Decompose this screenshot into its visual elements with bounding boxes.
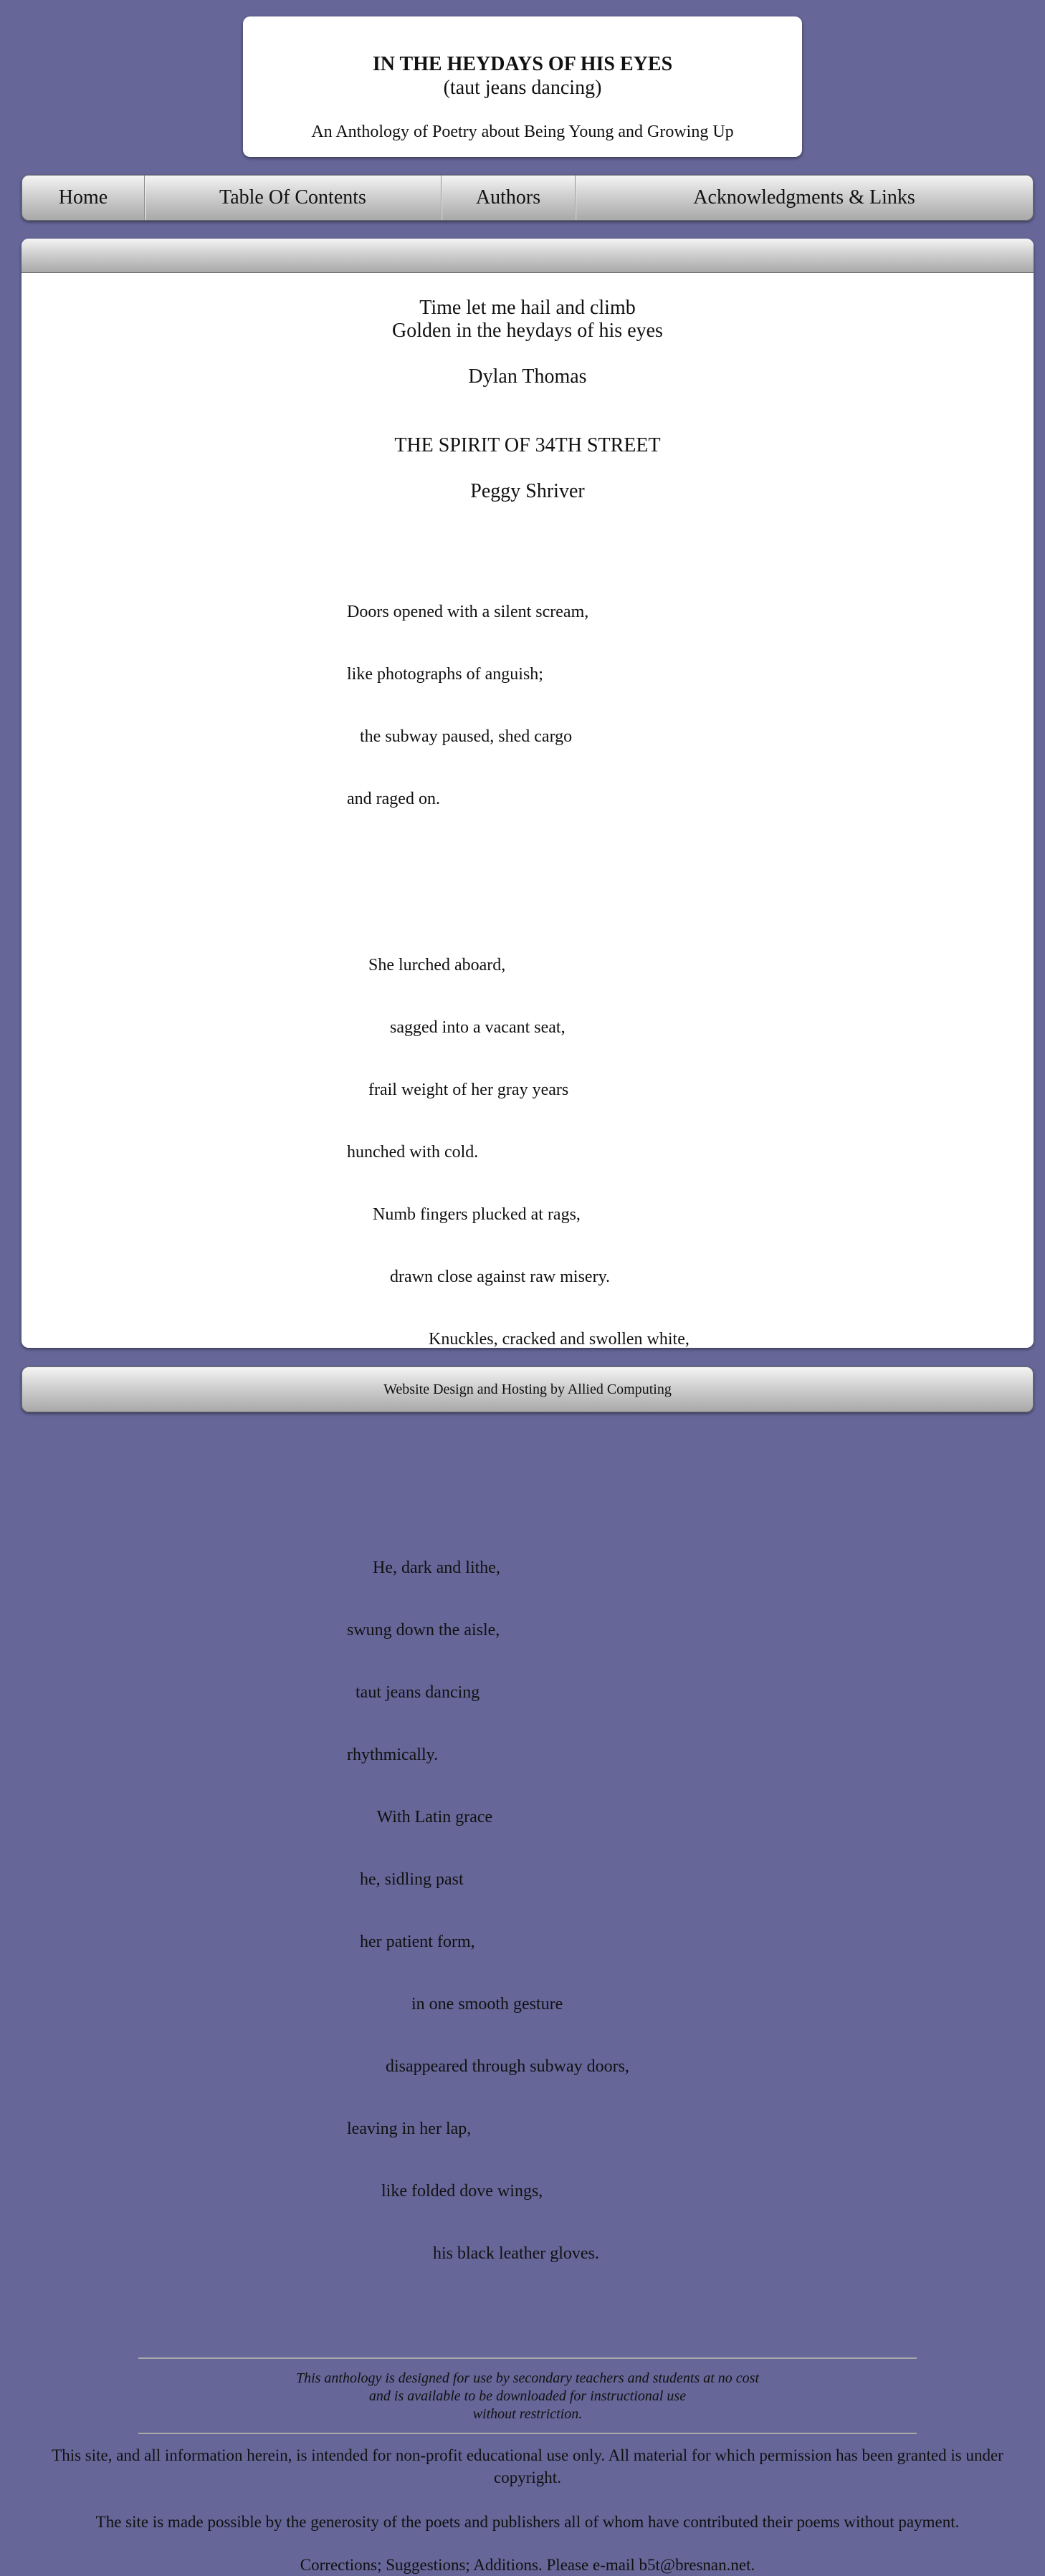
poem-line: leaving in her lap, xyxy=(347,2120,472,2138)
poem-line: rhythmically. xyxy=(347,1746,439,1764)
nav-table-of-contents-link[interactable]: Table Of Contents xyxy=(145,176,442,220)
poem-line: Doors opened with a silent scream, xyxy=(347,603,589,621)
credit-bar xyxy=(22,1366,1034,1412)
usage-notice-line: without restriction. xyxy=(472,2406,583,2422)
poem-line: like photographs of anguish; xyxy=(347,665,543,684)
poem-line: He, dark and lithe, xyxy=(347,1558,500,1577)
poem-line: disappeared through subway doors, xyxy=(347,2057,629,2076)
epigraph-line: Golden in the heydays of his eyes xyxy=(392,320,663,342)
poem-line: he, sidling past xyxy=(347,1870,464,1889)
poem-line: her patient form, xyxy=(347,1933,475,1951)
poem-body xyxy=(347,519,1034,2347)
site-tagline: An Anthology of Poetry about Being Young and Growing Up xyxy=(311,123,734,141)
epigraph-line: Time let me hail and climb xyxy=(419,297,636,319)
divider xyxy=(138,2433,917,2434)
poem-line: and raged on. xyxy=(347,790,440,808)
credit-text: Website Design and Hosting by Allied Computing xyxy=(383,1381,672,1397)
epigraph-author: Dylan Thomas xyxy=(468,365,587,388)
poem-line: With Latin grace xyxy=(347,1808,493,1826)
site-subtitle: (taut jeans dancing) xyxy=(443,77,602,99)
copyright-notice: This site, and all information herein, is intended for non-profit educational use only. All material for which permission has been granted is under copyright. xyxy=(52,2446,1003,2486)
poem-author: Peggy Shriver xyxy=(470,480,585,502)
poem-line: the subway paused, shed cargo xyxy=(347,727,573,746)
site-header xyxy=(243,16,802,157)
poem-stanza xyxy=(347,560,1034,851)
nav-authors-link[interactable]: Authors xyxy=(442,176,576,220)
poem-line: She lurched aboard, xyxy=(347,956,506,975)
main-nav xyxy=(22,175,1034,221)
generosity-notice: The site is made possible by the generosity of the poets and publishers all of whom have contributed their poems without payment. xyxy=(95,2513,960,2531)
poem-line: Knuckles, cracked and swollen white, xyxy=(347,1330,689,1349)
poem-line: drawn close against raw misery. xyxy=(347,1268,611,1286)
poem-line: swung down the aisle, xyxy=(347,1621,500,1639)
nav-acknowledgments-link[interactable]: Acknowledgments & Links xyxy=(693,186,915,209)
poem-line: taut jeans dancing xyxy=(347,1683,480,1702)
poem-line: hunched with cold. xyxy=(347,1143,479,1162)
poem-line: in one smooth gesture xyxy=(347,1995,563,2014)
usage-notice-line: and is available to be downloaded for instructional use xyxy=(368,2388,687,2404)
poem-title: THE SPIRIT OF 34TH STREET xyxy=(394,434,661,456)
site-title: IN THE HEYDAYS OF HIS EYES xyxy=(372,53,673,75)
poem-line: his black leather gloves. xyxy=(347,2244,599,2263)
poem-line: frail weight of her gray years xyxy=(347,1081,569,1099)
poem-line: Numb fingers plucked at rags, xyxy=(347,1205,581,1224)
panel-header-bar xyxy=(22,239,1034,273)
poem-line: like folded dove wings, xyxy=(347,2182,543,2201)
usage-notice-line: This anthology is designed for use by secondary teachers and students at no cost xyxy=(295,2370,760,2386)
poem-stanza xyxy=(347,1516,1034,2306)
poem-line: sagged into a vacant seat, xyxy=(347,1018,566,1037)
epigraph xyxy=(22,297,1034,343)
usage-notice xyxy=(22,2359,1034,2433)
nav-home-link[interactable]: Home xyxy=(22,176,145,220)
contact-notice: Corrections; Suggestions; Additions. Please e-mail b5t@bresnan.net. xyxy=(300,2556,755,2574)
